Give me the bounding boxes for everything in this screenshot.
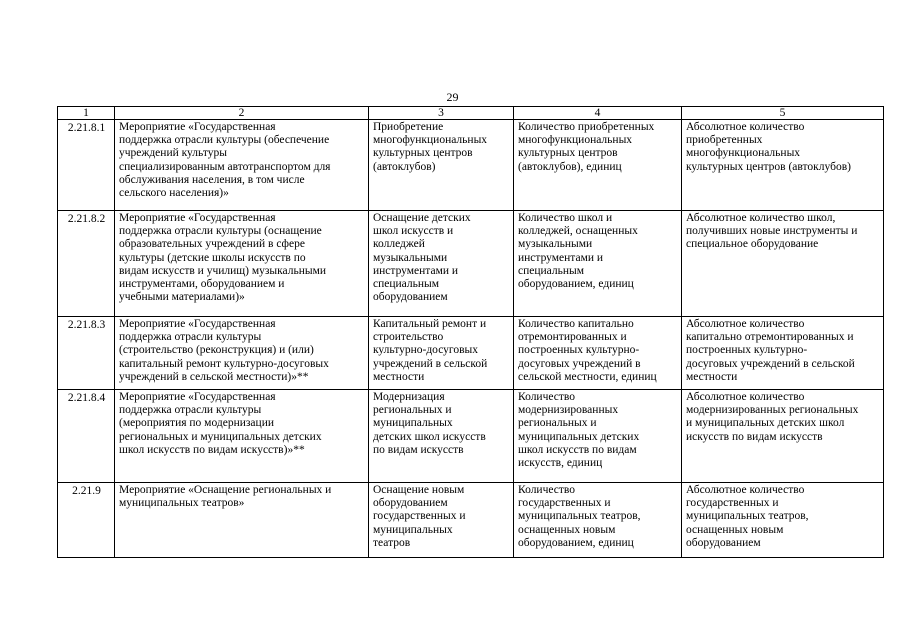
indicator-cell: Количество модернизированных региональных и муниципальных детских школ искусств по видам искусств, единиц xyxy=(514,390,682,483)
program-measures-table xyxy=(57,106,884,558)
table-row xyxy=(58,390,884,483)
event-cell: Мероприятие «Оснащение региональных и муниципальных театров» xyxy=(115,483,369,558)
result-cell: Капитальный ремонт и строительство культурно-досуговых учреждений в сельской местности xyxy=(369,317,514,390)
page-number: 29 xyxy=(446,90,459,104)
row-number: 2.21.8.2 xyxy=(58,211,115,317)
row-number: 2.21.8.3 xyxy=(58,317,115,390)
result-cell: Приобретение многофункциональных культурных центров (автоклубов) xyxy=(369,120,514,211)
column-number-row xyxy=(58,107,884,120)
result-cell: Модернизация региональных и муниципальных детских школ искусств по видам искусств xyxy=(369,390,514,483)
row-number: 2.21.8.4 xyxy=(58,390,115,483)
table-row xyxy=(58,120,884,211)
method-cell: Абсолютное количество капитально отремонтированных и построенных культурно- досуговых учреждений в сельской местности xyxy=(682,317,884,390)
table-row xyxy=(58,211,884,317)
indicator-cell: Количество школ и колледжей, оснащенных музыкальными инструментами и специальным оборудованием, единиц xyxy=(514,211,682,317)
column-header: 4 xyxy=(514,107,682,120)
row-number: 2.21.9 xyxy=(58,483,115,558)
method-cell: Абсолютное количество приобретенных многофункциональных культурных центров (автоклубов) xyxy=(682,120,884,211)
column-header: 2 xyxy=(115,107,369,120)
row-number: 2.21.8.1 xyxy=(58,120,115,211)
column-header: 1 xyxy=(58,107,115,120)
indicator-cell: Количество государственных и муниципальных театров, оснащенных новым оборудованием, единиц xyxy=(514,483,682,558)
column-header: 5 xyxy=(682,107,884,120)
method-cell: Абсолютное количество модернизированных региональных и муниципальных детских школ искусств по видам искусств xyxy=(682,390,884,483)
result-cell: Оснащение детских школ искусств и колледжей музыкальными инструментами и специальным оборудованием xyxy=(369,211,514,317)
result-cell: Оснащение новым оборудованием государственных и муниципальных театров xyxy=(369,483,514,558)
indicator-cell: Количество приобретенных многофункциональных культурных центров (автоклубов), единиц xyxy=(514,120,682,211)
table-row xyxy=(58,317,884,390)
event-cell: Мероприятие «Государственная поддержка отрасли культуры (оснащение образовательных учреждений в сфере культуры (детские школы искусств по видам искусств и училищ) музыкальными инструментами, оборудованием и учебными материалами)» xyxy=(115,211,369,317)
method-cell: Абсолютное количество школ, получивших новые инструменты и специальное оборудование xyxy=(682,211,884,317)
event-cell: Мероприятие «Государственная поддержка отрасли культуры (обеспечение учреждений культуры специализированным автотранспортом для обслуживания населения, в том числе сельского населения)» xyxy=(115,120,369,211)
table-row xyxy=(58,483,884,558)
event-cell: Мероприятие «Государственная поддержка отрасли культуры (мероприятия по модернизации региональных и муниципальных детских школ искусств по видам искусств)»** xyxy=(115,390,369,483)
method-cell: Абсолютное количество государственных и муниципальных театров, оснащенных новым оборудованием xyxy=(682,483,884,558)
event-cell: Мероприятие «Государственная поддержка отрасли культуры (строительство (реконструкция) и (или) капитальный ремонт культурно-досуговых учреждений в сельской местности)»** xyxy=(115,317,369,390)
indicator-cell: Количество капитально отремонтированных и построенных культурно- досуговых учреждений в сельской местности, единиц xyxy=(514,317,682,390)
column-header: 3 xyxy=(369,107,514,120)
